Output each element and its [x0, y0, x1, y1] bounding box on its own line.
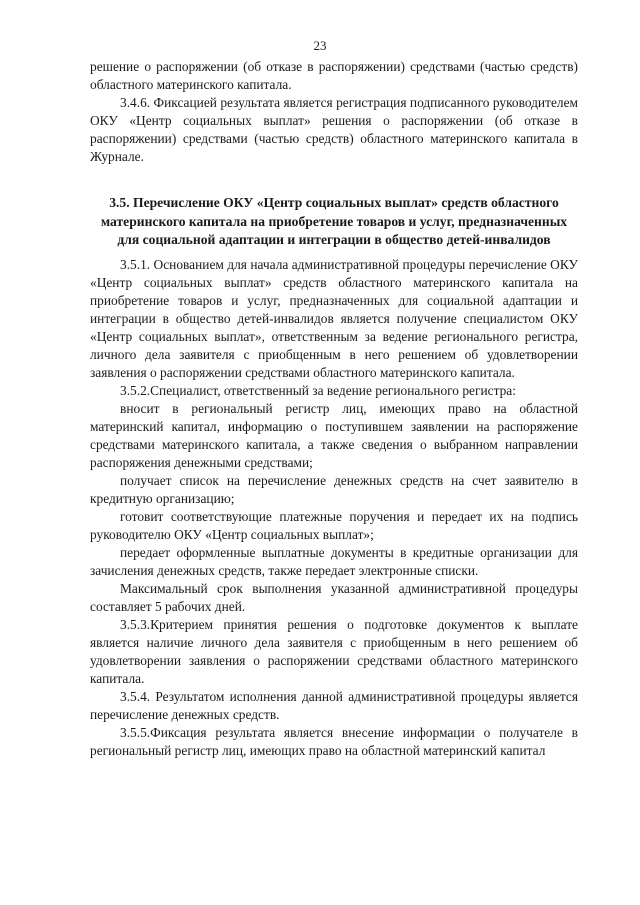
paragraph-3-5-3: 3.5.3.Критерием принятия решения о подготовке документов к выплате является наличие личного дела заявителя с приобщенным в него решением об удовлетворении заявления о распоряжении средствами областного материнского капитала. [90, 616, 578, 686]
list-item-payment-orders: готовит соответствующие платежные поручения и передает их на подпись руководителю ОКУ «Центр социальных выплат»; [90, 508, 578, 542]
list-item-receive-list: получает список на перечисление денежных средств на счет заявителю в кредитную организацию; [90, 472, 578, 506]
paragraph-3-5-2: 3.5.2.Специалист, ответственный за ведение регионального регистра: [120, 382, 516, 398]
document-body [90, 58, 578, 760]
paragraph-3-5-5: 3.5.5.Фиксация результата является внесение информации о получателе в региональный регистр лиц, имеющих право на областной материнский капитал [90, 724, 578, 758]
paragraph-continued: решение о распоряжении (об отказе в распоряжении) средствами (частью средств) областного материнского капитала. [90, 59, 578, 92]
paragraph-max-term: Максимальный срок выполнения указанной административной процедуры составляет 5 рабочих дней. [90, 580, 578, 614]
paragraph-3-5-4: 3.5.4. Результатом исполнения данной административной процедуры является перечисление денежных средств. [90, 688, 578, 722]
list-item-transfer-documents: передает оформленные выплатные документы в кредитные организации для зачисления денежных средств, также передает электронные списки. [90, 544, 578, 578]
paragraph-3-4-6: 3.4.6. Фиксацией результата является регистрация подписанного руководителем ОКУ «Центр социальных выплат» решения о распоряжении (об отказе в распоряжении) средствами (частью средств) областного материнского капитала в Журнале. [90, 95, 578, 164]
page-number: 23 [313, 38, 327, 53]
paragraph-3-5-1: 3.5.1. Основанием для начала административной процедуры перечисление ОКУ «Центр социальных выплат» средств областного материнского капитала на приобретение товаров и услуг, предназначенных для социальной адаптации и интеграции в общество детей-инвалидов является получение специалистом ОКУ «Центр социальных выплат», ответственным за ведение регионального регистра, личного дела заявителя с приобщенным в него решением об удовлетворении заявления о распоряжении средствами областного материнского капитала. [90, 256, 578, 380]
section-heading-3-5: 3.5. Перечисление ОКУ «Центр социальных выплат» средств областного материнского капитала на приобретение товаров и услуг, предназначенных для социальной адаптации и интеграции в общество детей-инвалидов [100, 195, 568, 247]
list-item-register-entry: вносит в региональный регистр лиц, имеющих право на областной материнский капитал, информацию о поступившем заявлении на распоряжение средствами материнского капитала, а также сведения о выбранном направлении распоряжения денежными средствами; [90, 400, 578, 470]
